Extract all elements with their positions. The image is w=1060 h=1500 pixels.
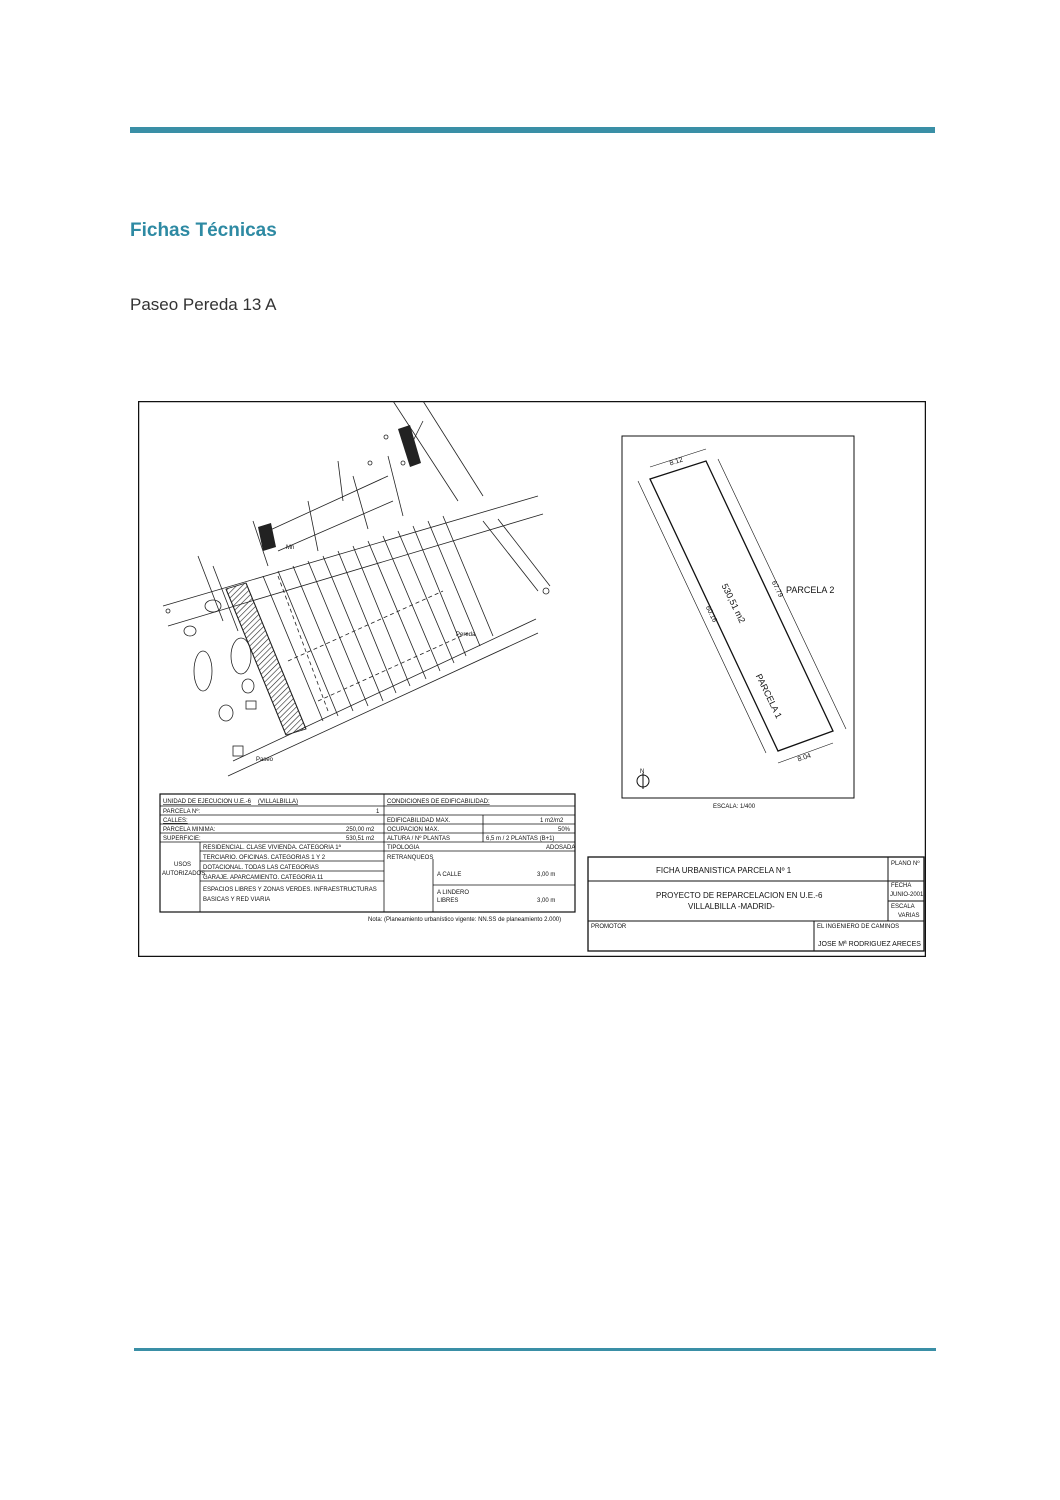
title-block-title: FICHA URBANISTICA PARCELA Nº 1	[656, 866, 792, 875]
calles-label: CALLES:	[163, 818, 188, 824]
top-rule	[130, 127, 935, 133]
promotor-label: PROMOTOR	[591, 924, 627, 930]
altura-label: ALTURA / Nº PLANTAS	[387, 836, 450, 842]
fecha-label: FECHA	[891, 883, 912, 889]
scale-label: ESCALA: 1/400	[713, 804, 756, 810]
a-lindero-label-2: LIBRES	[437, 898, 459, 904]
project-line-1: PROYECTO DE REPARCELACION EN U.E.-6	[656, 891, 823, 900]
surface-value: 530,51 m2	[346, 836, 375, 842]
street-label-bottom: Paseo	[256, 757, 274, 763]
altura-value: 6,5 m / 2 PLANTAS (B+1)	[486, 836, 555, 842]
min-parcel-value: 250,00 m2	[346, 827, 375, 833]
edificabilidad-label: EDIFICABILIDAD MAX.	[387, 818, 451, 824]
ocupacion-value: 50%	[558, 827, 571, 833]
street-label-right: Pereda	[456, 632, 476, 638]
street-label-top: Mn	[286, 545, 295, 551]
use-item: GARAJE. APARCAMIENTO. CATEGORIA 11	[203, 875, 324, 881]
tipologia-value: ADOSADA	[546, 845, 576, 851]
parcel-number-value: 1	[376, 809, 380, 815]
conditions-title: CONDICIONES DE EDIFICABILIDAD:	[387, 799, 490, 805]
ocupacion-label: OCUPACION MAX.	[387, 827, 440, 833]
author-role-label: EL INGENIERO DE CAMINOS	[817, 924, 900, 930]
use-item: DOTACIONAL. TODAS LAS CATEGORIAS	[203, 865, 319, 871]
dim-top: 8.12	[668, 456, 684, 468]
retranqueos-label: RETRANQUEOS	[387, 855, 434, 861]
a-lindero-value: 3,00 m	[537, 898, 556, 904]
plano-label: PLANO Nº	[891, 861, 920, 867]
use-item: RESIDENCIAL. CLASE VIVIENDA. CATEGORIA 1ª	[203, 845, 341, 851]
urban-plan-drawing	[138, 401, 926, 957]
a-lindero-label: A LINDERO	[437, 890, 470, 896]
page-heading: Fichas Técnicas	[130, 220, 277, 241]
dim-left: 60.16	[703, 604, 718, 624]
page-subtitle: Paseo Pereda 13 A	[130, 295, 277, 314]
edificabilidad-value: 1 m2/m2	[540, 818, 564, 824]
unit-label: UNIDAD DE EJECUCION U.E.-6	[163, 799, 252, 805]
parcel-number-label: PARCELA Nº:	[163, 809, 201, 815]
author-name: JOSE Mª RODRIGUEZ ARECES	[818, 941, 921, 948]
parcel-area: 530,51 m2	[719, 582, 748, 625]
usos-label: USOS	[174, 862, 192, 868]
unit-place: (VILLALBILLA)	[258, 799, 299, 805]
tipologia-label: TIPOLOGIA	[387, 845, 420, 851]
bottom-rule	[134, 1348, 936, 1351]
use-item: ESPACIOS LIBRES Y ZONAS VERDES. INFRAESTRUCTURAS	[203, 887, 377, 893]
fecha-value: JUNIO-2001	[890, 892, 924, 898]
neighbor-parcel-label: PARCELA 2	[786, 585, 835, 595]
a-calle-label: A CALLE	[437, 872, 462, 878]
autorizados-label: AUTORIZADOS	[162, 871, 206, 877]
surface-label: SUPERFICIE:	[163, 836, 201, 842]
dim-right: 67.79	[769, 579, 784, 599]
project-line-2: VILLALBILLA -MADRID-	[688, 902, 775, 911]
escala-value: VARIAS	[898, 913, 920, 919]
north-label: N	[640, 769, 645, 775]
a-calle-value: 3,00 m	[537, 872, 556, 878]
min-parcel-label: PARCELA MINIMA:	[163, 827, 216, 833]
dim-bottom: 8.04	[796, 752, 812, 764]
table-note: Nota: (Planeamiento urbanístico vigente: NN.SS de planeamiento 2.000)	[368, 917, 562, 923]
use-item: BASICAS Y RED VIARIA	[203, 897, 271, 903]
parcel-label: PARCELA 1	[753, 672, 784, 721]
escala-label: ESCALA	[891, 904, 915, 910]
use-item: TERCIARIO. OFICINAS. CATEGORIAS 1 Y 2	[203, 855, 326, 861]
drawing-frame	[139, 402, 926, 957]
